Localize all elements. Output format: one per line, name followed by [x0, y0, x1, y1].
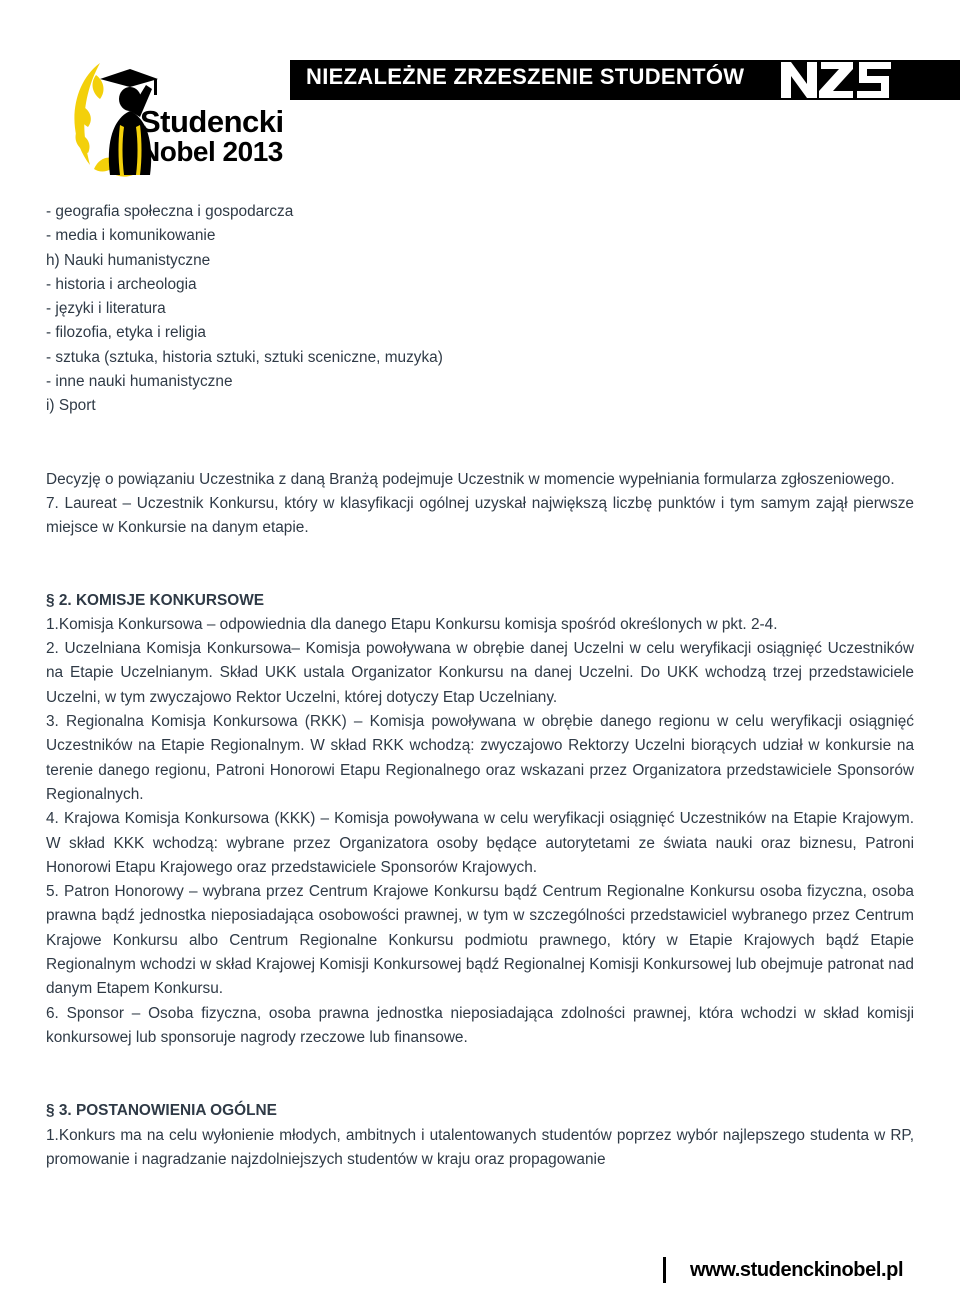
section-2-item: 3. Regionalna Komisja Konkursowa (RKK) – Komisja powoływana w obrębie danego regionu w celu weryfikacji osiągnięć Uczestników na Etapie Regionalnym. W skład RKK wchodzą: zwyczajowo Rektorzy Uczelni biorących udział w konkursie na terenie danego regionu, Patroni Honorowi Etapu Regionalnego oraz wskazani przez Organizatora przedstawiciele Sponsorów Regionalnych.: [46, 713, 914, 803]
section-2-item: 2. Uczelniana Komisja Konkursowa– Komisja powoływana w obrębie danej Uczelni w celu weryfikacji osiągnięć Uczestników na Etapie Uczelnianym. Skład UKK ustala Organizator Konkursu na danej Uczelni. Do UKK wchodzą trzej przedstawiciele Uczelni, w tym zwyczajowo Rektor Uczelni, której dotyczy Etap Uczelniany.: [46, 640, 914, 706]
section-2-item: 4. Krajowa Komisja Konkursowa (KKK) – Komisja powoływana w celu weryfikacji osiągnięć Uczestników na Etapie Krajowym. W skład KKK wchodzą: wybrane przez Organizatora osoby będące autorytetami ze świata nauki oraz biznesu, Patroni Honorowi Etapu Krajowego oraz przedstawiciele Sponsorów Krajowych.: [46, 810, 914, 876]
footer-divider: [663, 1257, 666, 1283]
decision-paragraph: Decyzję o powiązaniu Uczestnika z daną Branżą podejmuje Uczestnik w momencie wypełniania formularza zgłoszeniowego.: [46, 470, 895, 488]
brand-title: Studencki: [140, 104, 284, 139]
section-3-item: 1.Konkurs ma na celu wyłonienie młodych, ambitnych i utalentowanych studentów poprzez wybór najlepszego studenta w RP, promowanie i nagradzanie najzdolniejszych studentów w kraju oraz propagowanie: [46, 1126, 914, 1168]
document-body: [46, 200, 914, 1172]
section-2-heading: § 2. KOMISJE KONKURSOWE: [46, 591, 265, 609]
section-3-heading: § 3. POSTANOWIENIA OGÓLNE: [46, 1102, 277, 1120]
list-item: - inne nauki humanistyczne: [46, 373, 233, 391]
section-2-item: 6. Sponsor – Osoba fizyczna, osoba prawna jednostka nieposiadająca zdolności prawnej, która wchodzi w skład komisji konkursowej lub sponsoruje nagrody rzeczowe lub finansowe.: [46, 1004, 914, 1046]
list-item: - języki i literatura: [46, 300, 166, 318]
section-2-item: 1.Komisja Konkursowa – odpowiednia dla danego Etapu Konkursu komisja spośród określonych w pkt. 2-4.: [46, 615, 778, 633]
list-item: - media i komunikowanie: [46, 227, 216, 245]
brand-year: Nobel 2013: [140, 136, 283, 167]
list-item: - sztuka (sztuka, historia sztuki, sztuki sceniczne, muzyka): [46, 348, 443, 366]
list-item: i) Sport: [46, 397, 96, 415]
list-item: - filozofia, etyka i religia: [46, 324, 206, 342]
footer-website-link[interactable]: www.studenckinobel.pl: [690, 1259, 904, 1281]
nzs-logo: [781, 62, 891, 98]
org-name: NIEZALEŻNE ZRZESZENIE STUDENTÓW: [306, 64, 745, 89]
list-item: - historia i archeologia: [46, 275, 197, 293]
list-item: h) Nauki humanistyczne: [46, 251, 211, 269]
list-item: - geografia społeczna i gospodarcza: [46, 203, 294, 220]
laureate-paragraph: 7. Laureat – Uczestnik Konkursu, który w klasyfikacji ogólnej uzyskał największą liczbę punktów i tym samym zajął pierwsze miejsce w Konkursie na danym etapie.: [46, 494, 914, 537]
section-2-item: 5. Patron Honorowy – wybrana przez Centrum Krajowe Konkursu bądź Centrum Regionalne Konkursu osoba fizyczna, osoba prawna bądź jednostka nieposiadająca osobowości prawnej, w tym w szczególności przedstawiciel wybranego przez Centrum Krajowe Konkursu albo Centrum Regionalne Konkursu podmiotu prawnego, który w Etapie Krajowych bądź Etapie Regionalnym wchodzi w skład Krajowej Komisji Konkursowej bądź Regionalnej Komisji Konkursowej lub obejmuje patronat nad danym Etapem Konkursu.: [46, 883, 914, 998]
